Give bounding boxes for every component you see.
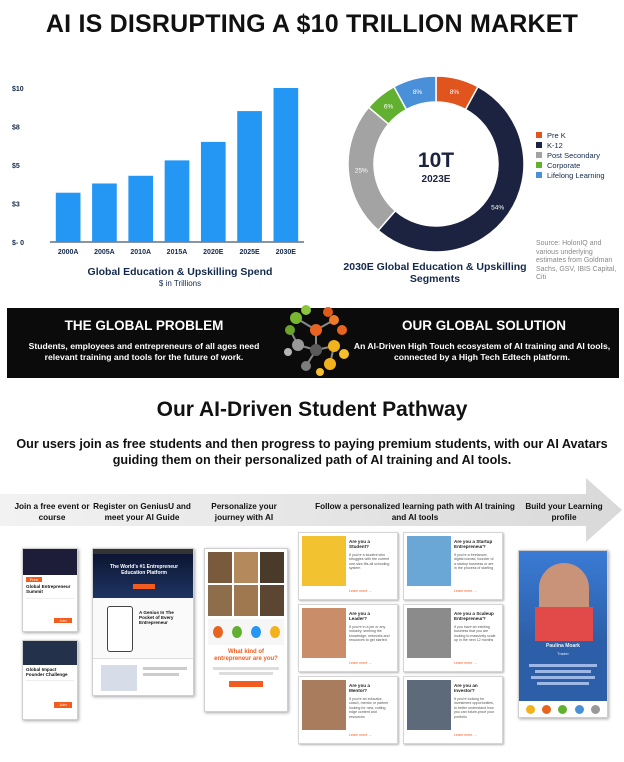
- learning-path-tile[interactable]: [403, 604, 503, 672]
- tile-description: If you're a freelancer, digital nomad, founder of a startup business or are in the process of starting: [454, 553, 494, 571]
- step-4-label: Follow a personalized learning path with AI training and AI tools: [315, 502, 515, 522]
- bar: [201, 142, 226, 242]
- bar: [56, 193, 81, 242]
- donut-chart-title: 2030E Global Education & Upskilling Segments: [343, 261, 527, 285]
- donut-center-label: 2023E: [421, 174, 451, 185]
- legend-item: [536, 140, 605, 150]
- tile-question: Are you a Startup Entrepreneur?: [454, 539, 493, 550]
- bar-chart-subtitle: $ in Trillions: [158, 279, 202, 288]
- bar: [128, 176, 153, 242]
- persona-question: What kind of entrepreneur are you?: [214, 649, 278, 662]
- bar-chart-title: Global Education & Upskilling Spend: [87, 266, 273, 278]
- profile-role: Trader: [519, 651, 607, 659]
- tile-question: Are you a Mentor?: [349, 683, 370, 694]
- donut-legend: [536, 130, 605, 180]
- x-tick-label: 2005A: [94, 249, 115, 256]
- register-headline: The World's #1 Entrepreneur Education Platform: [109, 564, 179, 576]
- learning-profile-screenshot: [518, 550, 608, 718]
- tile-learn-more-link[interactable]: Learn more →: [349, 661, 372, 665]
- segments-donut-chart: [336, 74, 536, 254]
- event-1-title: Global Entrepreneur Summit: [26, 584, 71, 595]
- event-2-title: Global Impact Founder Challenge: [26, 667, 68, 678]
- problem-text: Students, employees and entrepreneurs of all ages need relevant training and tools for the future of work.: [28, 341, 260, 362]
- slice-label: 54%: [491, 204, 505, 212]
- y-tick-label: $10: [12, 86, 24, 93]
- headline: AI IS DISRUPTING A $10 TRILLION MARKET: [45, 10, 579, 38]
- legend-swatch: [536, 152, 542, 158]
- tile-photo: [302, 608, 346, 658]
- source-note: Source: HolonIQ and various underlying estimates from Goldman Sachs, GSV, IBIS Capital, Citi: [536, 240, 617, 281]
- legend-swatch: [536, 142, 542, 148]
- network-brain-logo: [276, 300, 356, 380]
- tile-question: Are you an Investor?: [454, 683, 478, 694]
- learning-path-tile[interactable]: [403, 532, 503, 600]
- problem-title: THE GLOBAL PROBLEM: [64, 318, 224, 333]
- donut-center-value: 10T: [417, 149, 455, 172]
- legend-swatch: [536, 132, 542, 138]
- tile-learn-more-link[interactable]: Learn more →: [454, 589, 477, 593]
- event-2-join-button[interactable]: Join: [54, 702, 72, 707]
- tile-photo: [302, 536, 346, 586]
- legend-item: [536, 150, 605, 160]
- legend-label: Post Secondary: [547, 150, 600, 160]
- profile-name: Paulina Moark: [519, 641, 607, 651]
- tile-learn-more-link[interactable]: Learn more →: [454, 733, 477, 737]
- learning-path-tile[interactable]: [298, 532, 398, 600]
- tile-description: If you're in a job or any industry, seeking the knowledge, networks and resources to get started: [349, 625, 390, 643]
- learning-path-tile[interactable]: [298, 676, 398, 744]
- tile-question: Are you a Student?: [349, 539, 370, 550]
- y-tick-label: $- 0: [12, 240, 25, 247]
- legend-swatch: [536, 162, 542, 168]
- tile-question: Are you a Scaleup Entrepreneur?: [454, 611, 494, 622]
- legend-label: Lifelong Learning: [547, 170, 605, 180]
- tile-learn-more-link[interactable]: Learn more →: [454, 661, 477, 665]
- legend-swatch: [536, 172, 542, 178]
- legend-label: Corporate: [547, 160, 581, 170]
- tile-description: If you're an educator, coach, mentor or partner looking for new, cutting edge content and resources: [349, 697, 389, 719]
- step-2-label: Register on GeniusU and meet your AI Guide: [93, 502, 191, 522]
- tile-photo: [302, 680, 346, 730]
- bar: [237, 111, 262, 242]
- event-card-summit[interactable]: [22, 548, 78, 632]
- y-tick-label: $5: [12, 163, 20, 170]
- solution-text: An AI-Driven High Touch ecosystem of AI training and AI tools, connected by a High Tech Edtech platform.: [353, 341, 611, 362]
- slice-label: 6%: [383, 103, 394, 111]
- legend-label: K-12: [547, 140, 563, 150]
- learning-path-tile[interactable]: [298, 604, 398, 672]
- tile-question: Are you a Leader?: [349, 611, 370, 622]
- register-screenshot: [92, 548, 194, 696]
- tile-photo: [407, 536, 451, 586]
- event-free-badge: Free: [26, 577, 42, 582]
- learning-path-tile[interactable]: [403, 676, 503, 744]
- legend-item: [536, 160, 605, 170]
- slice-label: 25%: [354, 167, 368, 175]
- x-tick-label: 2025E: [239, 249, 260, 256]
- bar: [165, 160, 190, 242]
- tile-description: If you're looking for investment opportunities, to better understand how you can future-proof your portfolio: [454, 697, 495, 719]
- pathway-title: Our AI-Driven Student Pathway: [156, 398, 468, 421]
- pathway-description: Our users join as free students and then progress to paying premium students, with our AI Avatars guiding them on their personalized path of AI training and AI tools.: [16, 437, 608, 467]
- tile-description: If you have an existing business that you are looking to massively scale up in the next 12 months: [454, 625, 496, 643]
- tile-learn-more-link[interactable]: Learn more →: [349, 733, 372, 737]
- event-card-challenge[interactable]: [22, 640, 78, 720]
- bar: [274, 88, 299, 242]
- solution-title: OUR GLOBAL SOLUTION: [402, 318, 566, 333]
- x-tick-label: 2020E: [203, 249, 224, 256]
- register-subheadline: A Genius In The Pocket of Every Entrepreneur: [139, 610, 174, 625]
- y-tick-label: $3: [12, 201, 20, 209]
- tile-photo: [407, 608, 451, 658]
- persona-screenshot: [204, 548, 288, 712]
- tile-photo: [407, 680, 451, 730]
- event-1-join-button[interactable]: Join: [54, 618, 72, 623]
- slice-label: 8%: [449, 88, 460, 96]
- bar: [92, 183, 117, 242]
- x-tick-label: 2000A: [57, 249, 79, 256]
- tile-learn-more-link[interactable]: Learn more →: [349, 589, 372, 593]
- x-tick-label: 2010A: [130, 249, 152, 256]
- slice-label: 8%: [412, 88, 423, 96]
- x-tick-label: 2030E: [275, 249, 296, 256]
- legend-item: [536, 130, 605, 140]
- y-tick-label: $8: [12, 124, 20, 132]
- x-tick-label: 2015A: [166, 249, 188, 256]
- tile-description: If you're a student who struggles with the current one-size-fits-all schooling system: [349, 553, 390, 571]
- step-5-label: Build your Learning profile: [525, 502, 603, 522]
- step-3-label: Personalize your journey with AI: [211, 502, 277, 522]
- step-1-label: Join a free event or course: [14, 502, 90, 522]
- legend-item: [536, 170, 605, 180]
- legend-label: Pre K: [547, 130, 566, 140]
